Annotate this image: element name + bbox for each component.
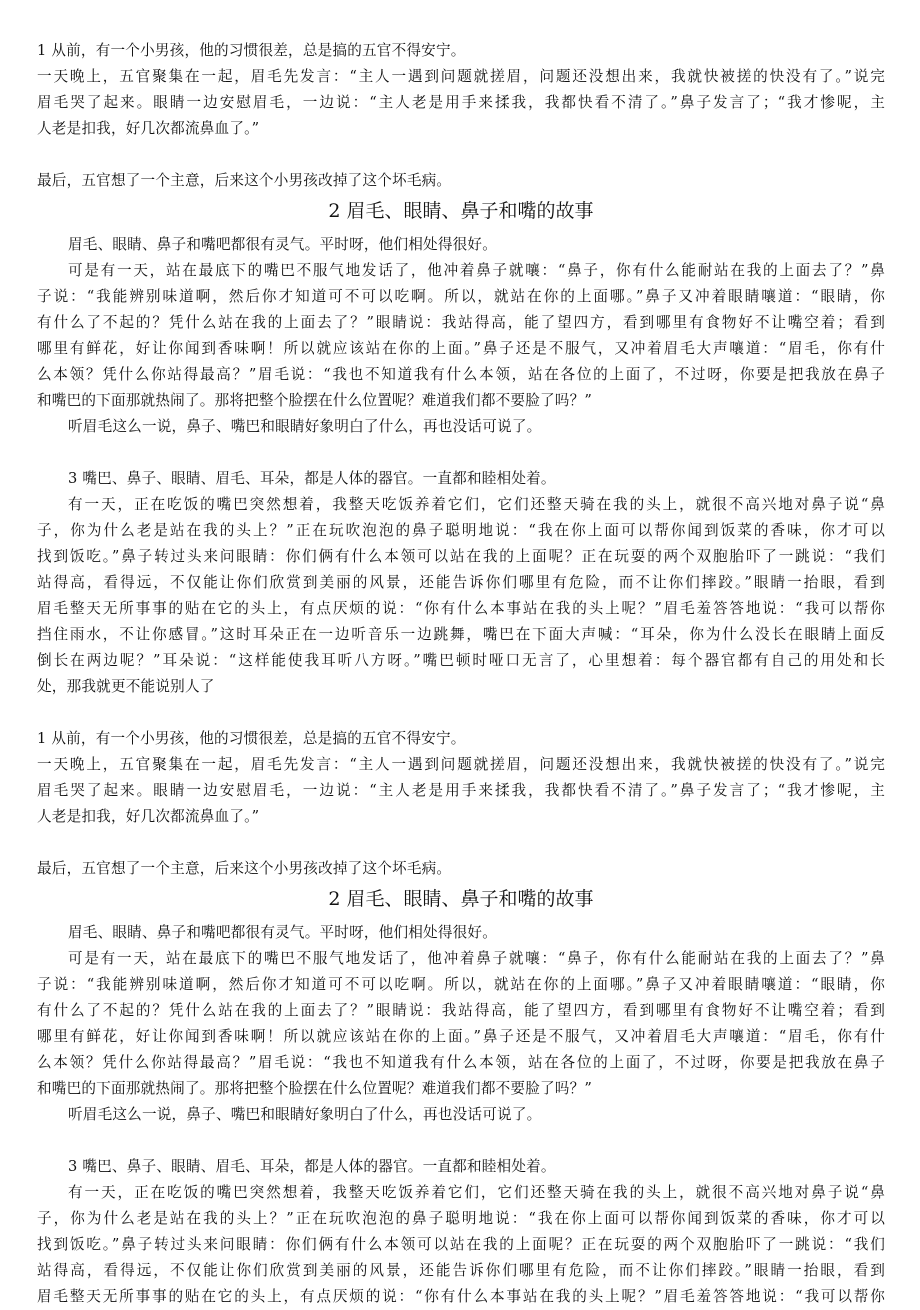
story-1-line: 一天晚上，五官聚集在一起，眉毛先发言：“主人一遇到问题就搓眉，问题还没想出来，我就快被搓的快没有了。”说完 [37, 756, 885, 773]
story-2-line: 眉毛、眼睛、鼻子和嘴吧都很有灵气。平时呀，他们相处得很好。 [68, 924, 498, 941]
story-3-line: 子，你为什么老是站在我的头上？”正在玩吹泡泡的鼻子聪明地说：“我在你上面可以帮你闻到饭菜的香味，你才可以 [37, 522, 885, 539]
story-3-line: 处，那我就更不能说别人了 [37, 678, 215, 695]
story-2-line: 哪里有鲜花，好让你闻到香味啊！所以就应该站在你的上面。”鼻子还是不服气，又冲着眉毛大声嚷道：“眉毛，你有什 [37, 340, 885, 357]
story-3-line: 倒长在两边呢？”耳朵说：“这样能使我耳听八方呀。”嘴巴顿时哑口无言了，心里想着：每个器官都有自己的用处和长 [37, 652, 885, 669]
story-1-line: 人老是扣我，好几次都流鼻血了。” [37, 120, 260, 137]
story-3-section [37, 466, 885, 726]
story-2-title: 2 眉毛、眼睛、鼻子和嘴的故事 [328, 888, 594, 910]
story-2-line: 么本领？凭什么你站得最高？”眉毛说：“我也不知道我有什么本领，站在各位的上面了，不过呀，你要是把我放在鼻子 [37, 1054, 885, 1071]
story-2-line: 可是有一天，站在最底下的嘴巴不服气地发话了，他冲着鼻子就嚷：“鼻子，你有什么能耐站在我的上面去了？”鼻 [68, 950, 885, 967]
story-2-line: 哪里有鲜花，好让你闻到香味啊！所以就应该站在你的上面。”鼻子还是不服气，又冲着眉毛大声嚷道：“眉毛，你有什 [37, 1028, 885, 1045]
story-1-section [37, 38, 885, 194]
blank-line [37, 142, 885, 168]
blank-line [37, 440, 885, 466]
story-2-line: 听眉毛这么一说，鼻子、嘴巴和眼睛好象明白了什么，再也没话可说了。 [68, 1106, 542, 1123]
story-2-line: 子说：“我能辨别味道啊，然后你才知道可不可以吃啊。所以，就站在你的上面哪。”鼻子又冲着眼睛嚷道：“眼睛，你 [37, 288, 885, 305]
story-3-line: 有一天，正在吃饭的嘴巴突然想着，我整天吃饭养着它们，它们还整天骑在我的头上，就很不高兴地对鼻子说“鼻 [68, 496, 885, 513]
story-1-line: 一天晚上，五官聚集在一起，眉毛先发言：“主人一遇到问题就搓眉，问题还没想出来，我就快被搓的快没有了。”说完 [37, 68, 885, 85]
story-2-section-repeat [37, 882, 885, 1154]
story-1-line: 1 从前，有一个小男孩，他的习惯很差，总是搞的五官不得安宁。 [37, 42, 466, 59]
story-2-line: 和嘴巴的下面那就热闹了。那将把整个脸摆在什么位置呢？难道我们都不要脸了吗？” [37, 392, 593, 409]
story-2-line: 听眉毛这么一说，鼻子、嘴巴和眼睛好象明白了什么，再也没话可说了。 [68, 418, 542, 435]
story-1-section-repeat [37, 726, 885, 882]
story-3-line: 3 嘴巴、鼻子、眼睛、眉毛、耳朵，都是人体的器官。一直都和睦相处着。 [68, 1158, 556, 1175]
story-2-line: 有什么了不起的？凭什么站在我的上面去了？”眼睛说：我站得高，能了望四方，看到哪里有食物好不让嘴空着；看到 [37, 314, 885, 331]
blank-line [37, 1128, 885, 1154]
story-3-line: 找到饭吃。”鼻子转过头来问眼睛：你们俩有什么本领可以站在我的上面呢？正在玩耍的两个双胞胎吓了一跳说：“我们 [37, 1236, 885, 1253]
story-3-line: 站得高，看得远，不仅能让你们欣赏到美丽的风景，还能告诉你们哪里有危险，而不让你们摔跤。”眼睛一抬眼，看到 [37, 574, 885, 591]
story-2-line: 眉毛、眼睛、鼻子和嘴吧都很有灵气。平时呀，他们相处得很好。 [68, 236, 498, 253]
story-3-line: 眉毛整天无所事事的贴在它的头上，有点厌烦的说：“你有什么本事站在我的头上呢？”眉毛羞答答地说：“我可以帮你 [37, 1288, 885, 1305]
story-1-line: 眉毛哭了起来。眼睛一边安慰眉毛，一边说：“主人老是用手来揉我，我都快看不清了。”鼻子发言了；“我才惨呢，主 [37, 782, 885, 799]
story-2-section [37, 194, 885, 466]
story-3-line: 挡住雨水，不让你感冒。”这时耳朵正在一边听音乐一边跳舞，嘴巴在下面大声喊：“耳朵，你为什么没长在眼睛上面反 [37, 626, 885, 643]
story-2-line: 可是有一天，站在最底下的嘴巴不服气地发话了，他冲着鼻子就嚷：“鼻子，你有什么能耐站在我的上面去了？”鼻 [68, 262, 885, 279]
story-2-line: 么本领？凭什么你站得最高？”眉毛说：“我也不知道我有什么本领，站在各位的上面了，不过呀，你要是把我放在鼻子 [37, 366, 885, 383]
story-1-line: 眉毛哭了起来。眼睛一边安慰眉毛，一边说：“主人老是用手来揉我，我都快看不清了。”鼻子发言了；“我才惨呢，主 [37, 94, 885, 111]
story-3-line: 眉毛整天无所事事的贴在它的头上，有点厌烦的说：“你有什么本事站在我的头上呢？”眉毛羞答答地说：“我可以帮你 [37, 600, 885, 617]
story-1-line: 最后，五官想了一个主意，后来这个小男孩改掉了这个坏毛病。 [37, 860, 452, 877]
blank-line [37, 700, 885, 726]
story-3-line: 有一天，正在吃饭的嘴巴突然想着，我整天吃饭养着它们，它们还整天骑在我的头上，就很不高兴地对鼻子说“鼻 [68, 1184, 885, 1201]
document-page [37, 38, 885, 1310]
story-2-line: 和嘴巴的下面那就热闹了。那将把整个脸摆在什么位置呢？难道我们都不要脸了吗？” [37, 1080, 593, 1097]
story-3-line: 站得高，看得远，不仅能让你们欣赏到美丽的风景，还能告诉你们哪里有危险，而不让你们摔跤。”眼睛一抬眼，看到 [37, 1262, 885, 1279]
story-3-section-repeat [37, 1154, 885, 1310]
story-1-line: 1 从前，有一个小男孩，他的习惯很差，总是搞的五官不得安宁。 [37, 730, 466, 747]
story-2-line: 有什么了不起的？凭什么站在我的上面去了？”眼睛说：我站得高，能了望四方，看到哪里有食物好不让嘴空着；看到 [37, 1002, 885, 1019]
story-2-title: 2 眉毛、眼睛、鼻子和嘴的故事 [328, 200, 594, 222]
story-3-line: 3 嘴巴、鼻子、眼睛、眉毛、耳朵，都是人体的器官。一直都和睦相处着。 [68, 470, 556, 487]
story-3-line: 找到饭吃。”鼻子转过头来问眼睛：你们俩有什么本领可以站在我的上面呢？正在玩耍的两个双胞胎吓了一跳说：“我们 [37, 548, 885, 565]
story-1-line: 最后，五官想了一个主意，后来这个小男孩改掉了这个坏毛病。 [37, 172, 452, 189]
story-2-line: 子说：“我能辨别味道啊，然后你才知道可不可以吃啊。所以，就站在你的上面哪。”鼻子又冲着眼睛嚷道：“眼睛，你 [37, 976, 885, 993]
blank-line [37, 830, 885, 856]
story-1-line: 人老是扣我，好几次都流鼻血了。” [37, 808, 260, 825]
story-3-line: 子，你为什么老是站在我的头上？”正在玩吹泡泡的鼻子聪明地说：“我在你上面可以帮你闻到饭菜的香味，你才可以 [37, 1210, 885, 1227]
